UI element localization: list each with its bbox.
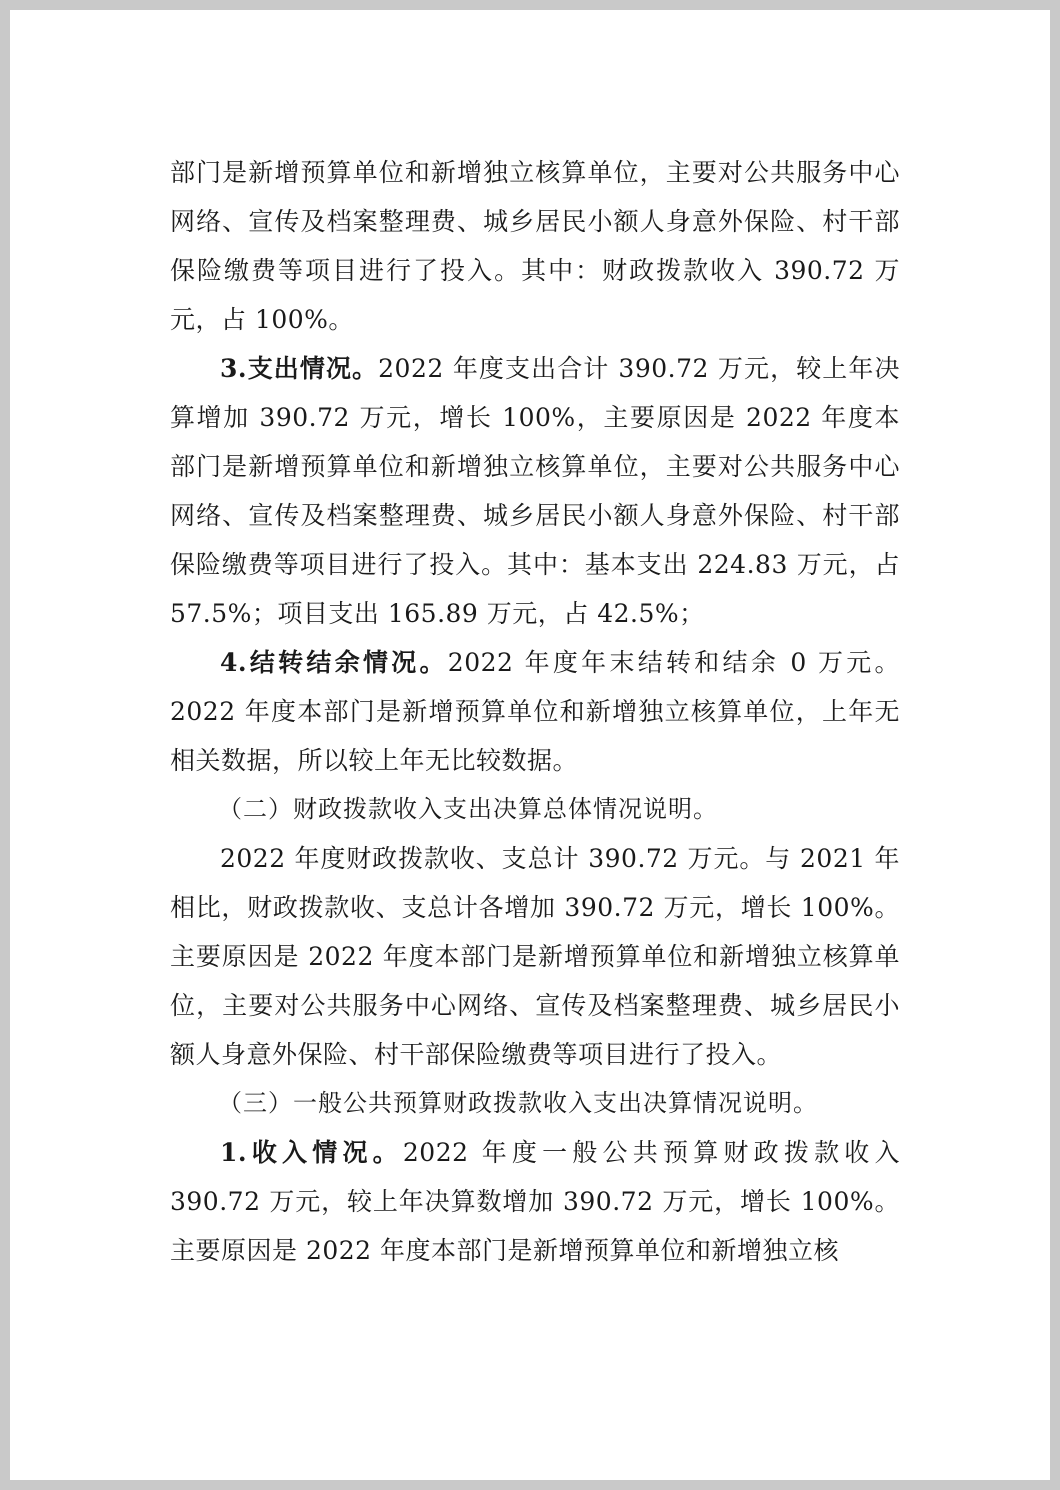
carryover-heading: 4.结转结余情况。 <box>220 648 448 677</box>
expenditure-heading: 3.支出情况。 <box>220 354 379 383</box>
carryover-text: 2022 年度年末结转和结余 0 万元。2022 年度本部门是新增预算单位和新增独立核算单位，上年无相关数据，所以较上年无比较数据。 <box>170 648 900 775</box>
paragraph-general-income <box>170 1128 900 1275</box>
fiscal-overall-text: 2022 年度财政拨款收、支总计 390.72 万元。与 2021 年相比，财政拨款收、支总计各增加 390.72 万元，增长 100%。主要原因是 2022 年度本部门是新增预算单位和新增独立核算单位，主要对公共服务中心网络、宣传及档案整理费、城乡居民小额人身意外保险、村干部保险缴费等项目进行了投入。 <box>170 844 900 1069</box>
paragraph-expenditure <box>170 344 900 638</box>
paragraph-carryover <box>170 638 900 785</box>
document-body <box>170 148 900 1275</box>
expenditure-text: 2022 年度支出合计 390.72 万元，较上年决算增加 390.72 万元，增长 100%，主要原因是 2022 年度本部门是新增预算单位和新增独立核算单位，主要对公共服务中心网络、宣传及档案整理费、城乡居民小额人身意外保险、村干部保险缴费等项目进行了投入。其中：基本支出 224.83 万元，占 57.5%；项目支出 165.89 万元，占 42.5%； <box>170 354 900 628</box>
general-income-heading: 1.收入情况。 <box>220 1138 403 1167</box>
general-income-text: 2022 年度一般公共预算财政拨款收入 390.72 万元，较上年决算数增加 390.72 万元，增长 100%。主要原因是 2022 年度本部门是新增预算单位和新增独立核 <box>170 1138 900 1265</box>
paragraph-fiscal-overall <box>170 834 900 1079</box>
section-two-title: （二）财政拨款收入支出决算总体情况说明。 <box>218 795 718 823</box>
paragraph-text: 部门是新增预算单位和新增独立核算单位，主要对公共服务中心网络、宣传及档案整理费、城乡居民小额人身意外保险、村干部保险缴费等项目进行了投入。其中：财政拨款收入 390.72 万元，占 100%。 <box>170 158 900 334</box>
document-page <box>10 10 1050 1480</box>
paragraph-income-continued <box>170 148 900 344</box>
section-three-title: （三）一般公共预算财政拨款收入支出决算情况说明。 <box>218 1089 818 1117</box>
